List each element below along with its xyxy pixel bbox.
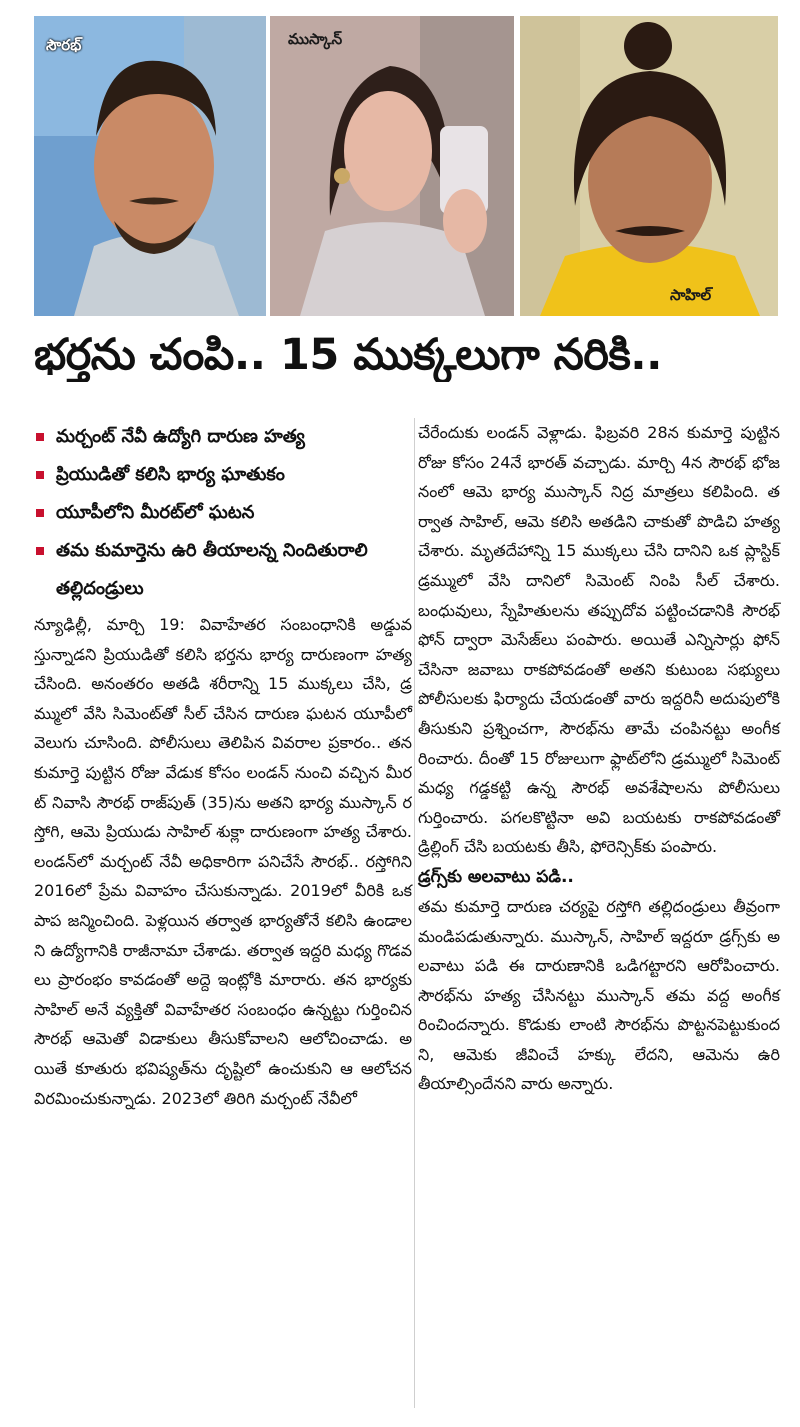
muskan-portrait [270,16,514,316]
photo-sahil [520,16,778,316]
bullet-item: మర్చంట్ నేవీ ఉద్యోగి దారుణ హత్య [34,418,412,456]
article-body-left: న్యూఢిల్లీ, మార్చి 19: వివాహేతర సంబంధానికి అడ్డువస్తున్నాడని ప్రియుడితో కలిసి భర్తను భార్య దారుణంగా హత్యచేసింది. అనంతరం అతడి శరీరాన్ని 15 ముక్కలు చేసి, డ్రమ్ములో వేసి సిమెంట్‌తో సీల్ చేసిన దారుణ ఘటన యూపీలో వెలుగు చూసింది. పోలీసులు తెలిపిన వివరాల ప్రకారం.. తన కుమార్తె పుట్టిన రోజు వేడుక కోసం లండన్ నుంచి వచ్చిన మీరట్ నివాసి సౌరభ్ రాజ్‌పుత్ (35)ను అతని భార్య ముస్కాన్ రస్తోగి, ఆమె ప్రియుడు సాహిల్ శుక్లా దారుణంగా హత్య చేశారు. లండన్‌లో మర్చంట్ నేవీ అధికారిగా పనిచేసే సౌరభ్.. రస్తోగిని 2016లో ప్రేమ వివాహం చేసుకున్నాడు. 2019లో వీరికి ఒక పాప జన్మించింది. పెళ్లయిన తర్వాత భార్యతోనే కలిసి ఉండాలని ఉద్యోగానికి రాజీనామా చేశాడు. తర్వాత ఇద్దరి మధ్య గొడవలు ప్రారంభం కావడంతో అద్దె ఇంట్లోకి మారారు. తన భార్యకు సాహిల్ అనే వ్యక్తితో వివాహేతర సంబంధం ఉన్నట్టు గుర్తించిన సౌరభ్ ఆమెతో విడాకులు తీసుకోవాలని ఆలోచించాడు. అయితే కూతురు భవిష్యత్‌ను దృష్టిలో ఉంచుకుని ఆ ఆలోచన విరమించుకున్నాడు. 2023లో తిరిగి మర్చంట్ నేవీలో [34,615,412,1108]
bullet-square-icon [36,509,44,517]
bullet-item: యూపీలోని మీరట్‌లో ఘటన [34,494,412,532]
sourabh-portrait [34,16,266,316]
headline: భర్తను చంపి.. 15 ముక్కలుగా నరికి.. [34,330,662,380]
bullet-square-icon [36,433,44,441]
photo-caption: సాహిల్ [670,286,712,304]
article-left-column [34,418,412,1113]
section-subhead: డ్రగ్స్‌కు అలవాటు పడి.. [418,866,574,887]
photo-caption: సౌరభ్ [46,36,82,54]
bullet-item: తమ కుమార్తెను ఉరి తీయాలన్న నిందితురాలి తల్లిదండ్రులు [34,532,412,608]
column-divider [414,418,415,1408]
article-body-right-continued: తమ కుమార్తె దారుణ చర్యపై రస్తోగి తల్లిదండ్రులు తీవ్రంగా మండిపడుతున్నారు. ముస్కాన్, సాహిల్ ఇద్దరూ డ్రగ్స్‌కు అలవాటు పడి ఈ దారుణానికి ఒడిగట్టారని ఆరోపించారు. సౌరభ్‌ను హత్య చేసినట్టు ముస్కాన్ తమ వద్ద అంగీకరించిందన్నారు. కొడుకు లాంటి సౌరభ్‌ను పొట్టనపెట్టుకుందని, ఆమెకు జీవించే హక్కు లేదని, ఆమెను ఉరి తీయాల్సిందేనని వారు అన్నారు. [418,896,780,1094]
photo-sourabh [34,16,266,316]
bullet-list [34,418,412,608]
bullet-square-icon [36,471,44,479]
bullet-item: ప్రియుడితో కలిసి భార్య ఘాతుకం [34,456,412,494]
photo-caption: ముస్కాన్ [288,30,343,48]
article-body-right: చేరేందుకు లండన్ వెళ్లాడు. ఫిబ్రవరి 28న కుమార్తె పుట్టిన రోజు కోసం 24నే భారత్ వచ్చాడు. మార్చి 4న సౌరభ్ భోజనంలో ఆమె భార్య ముస్కాన్ నిద్ర మాత్రలు కలిపింది. తర్వాత సాహిల్, ఆమె కలిసి అతడిని చాకుతో పొడిచి హత్య చేశారు. మృతదేహాన్ని 15 ముక్కలు చేసి దానిని ఒక ప్లాస్టిక్ డ్రమ్ములో వేసి దానిలో సిమెంట్ నింపి సీల్ చేశారు. బంధువులు, స్నేహితులను తప్పుదోవ పట్టించడానికి సౌరభ్ ఫోన్ ద్వారా మెసేజ్‌లు పంపారు. అయితే ఎన్నిసార్లు ఫోన్ చేసినా జవాబు రాకపోవడంతో అతని కుటుంబ సభ్యులు పోలీసులకు ఫిర్యాదు చేయడంతో వారు ఇద్దరినీ అదుపులోకి తీసుకుని ప్రశ్నించగా, సౌరభ్‌ను తామే చంపినట్టు అంగీకరించారు. దీంతో 15 రోజులుగా ఫ్లాట్‌లోని డ్రమ్ములో సిమెంట్ మధ్య గడ్డకట్టి ఉన్న సౌరభ్ అవశేషాలను పోలీసులు గుర్తించారు. పగలకొట్టినా అవి బయటకు రాకపోవడంతో డ్రిల్లింగ్ చేసి బయటకు తీసి, ఫోరెన్సిక్‌కు పంపారు. [418,423,780,857]
photo-muskan [270,16,514,316]
photo-strip [34,16,778,316]
article-right-column [418,418,780,1099]
sahil-portrait [520,16,778,316]
bullet-square-icon [36,547,44,555]
